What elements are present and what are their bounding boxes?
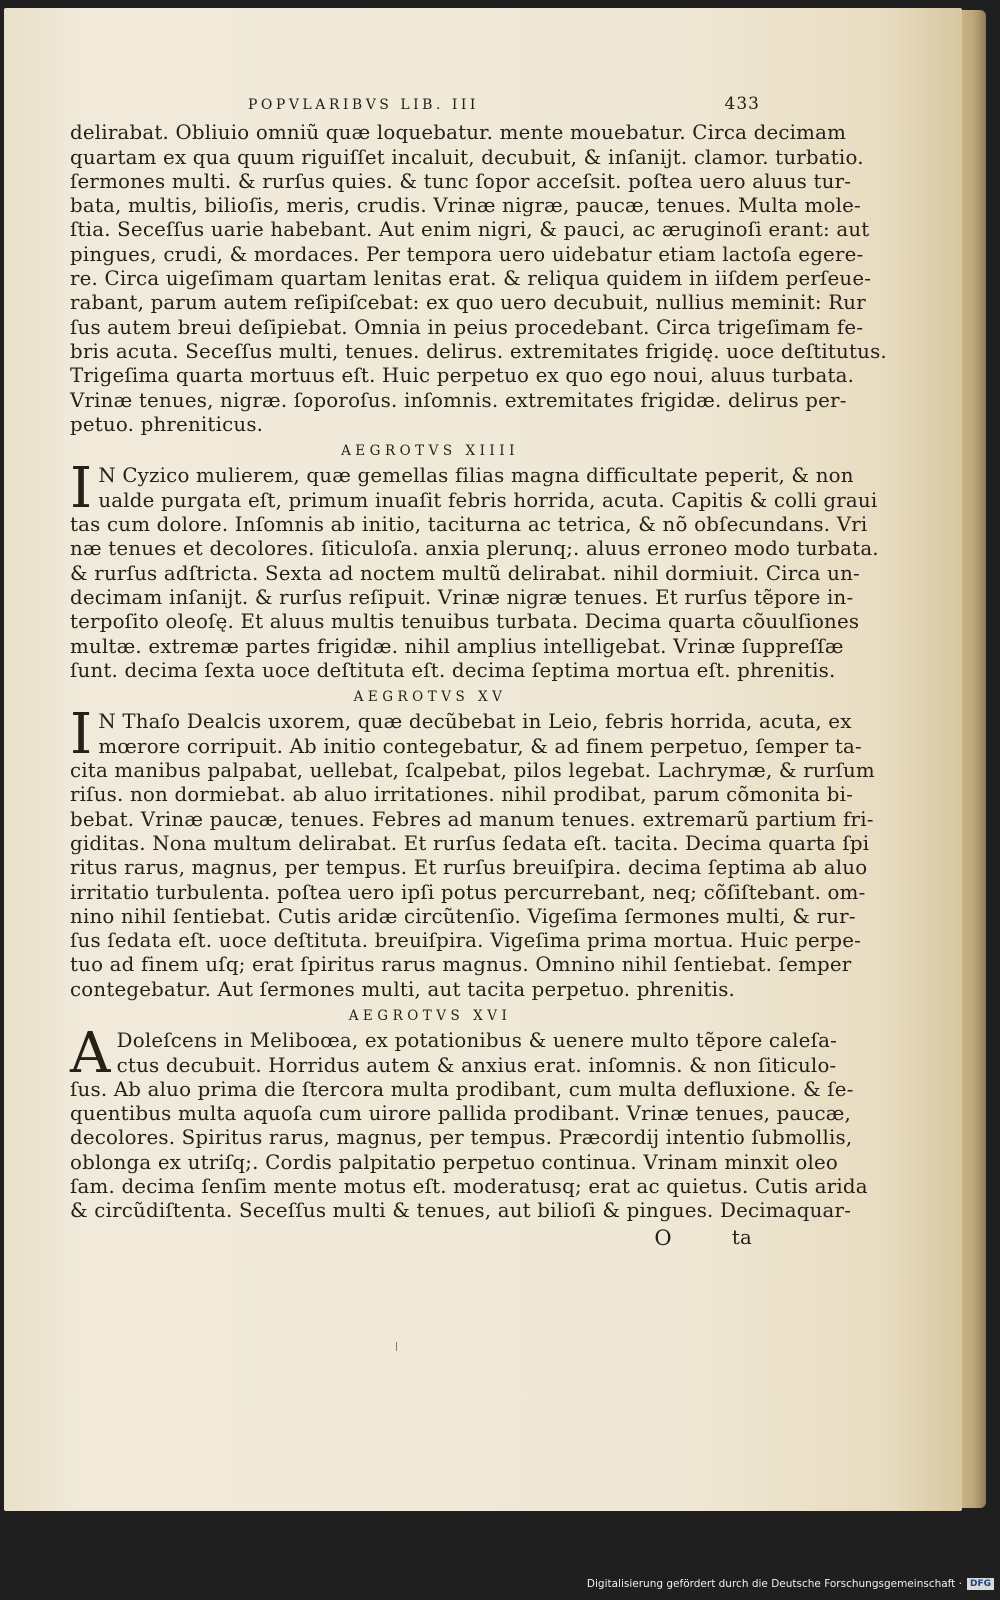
text-line: ctus decubuit. Horridus autem & anxius erat. inſomnis. & non ſiticulo- <box>116 1053 837 1077</box>
text-line: delirabat. Obliuio omniũ quæ loquebatur. mente mouebatur. Circa decimam <box>70 121 847 145</box>
text-line: N Cyzico mulierem, quæ gemellas filias magna difficultate peperit, & non <box>98 464 854 488</box>
text-line: contegebatur. Aut ſermones multi, aut tacita perpetuo. phrenitis. <box>70 977 736 1001</box>
text-line: bris acuta. Seceſſus multi, tenues. delirus. extremitates frigidę. uoce deſtitutus. <box>70 339 887 363</box>
text-line: giditas. Nona multum delirabat. Et rurſus ſedata eſt. tacita. Decima quarta ſpi <box>70 831 870 855</box>
text-line: tas cum dolore. Inſomnis ab initio, taciturna ac tetrica, & nõ obſecundans. Vri <box>70 513 868 537</box>
text-line: terpoſito oleoſę. Et aluus multis tenuibus turbata. Decima quarta cõuulſiones <box>70 610 860 634</box>
paragraph-aegrotus-14 <box>70 456 879 683</box>
text-line: ſus. Ab aluo prima die ſtercora multa prodibant, cum multa defluxione. & ſe- <box>70 1077 854 1101</box>
text-line: quentibus multa aquoſa cum uirore pallida prodibant. Vrinæ tenues, paucæ, <box>70 1102 852 1126</box>
section-heading-aegrotus-14: AEGROTVS XIIII <box>341 443 519 460</box>
catchword: ta <box>731 1225 752 1249</box>
drop-capital: I <box>70 456 93 522</box>
text-line: Trigeſima quarta mortuus eſt. Huic perpetuo ex quo ego noui, aluus turbata. <box>70 364 855 388</box>
running-title: POPVLARIBVS LIB. III <box>248 97 479 113</box>
text-line: & circũdiſtenta. Seceſſus multi & tenues, aut bilioſi & pingues. Decimaquar- <box>70 1199 852 1223</box>
paragraph-aegrotus-16 <box>70 1021 868 1223</box>
text-line: ſermones multi. & rurſus quies. & tunc ſopor acceſsit. poſtea uero aluus tur- <box>70 169 852 193</box>
section-heading-aegrotus-15: AEGROTVS XV <box>353 689 507 706</box>
text-line: Vrinæ tenues, nigræ. ſoporoſus. inſomnis. extremitates frigidæ. delirus per- <box>70 388 847 412</box>
text-line: bebat. Vrinæ paucæ, tenues. Febres ad manum tenues. extremarũ partium fri- <box>70 807 874 831</box>
text-line: oblonga ex utriſq;. Cordis palpitatio perpetuo continua. Vrinam minxit oleo <box>70 1150 839 1174</box>
text-line: cita manibus palpabat, uellebat, ſcalpebat, pilos legebat. Lachrymæ, & rurſum <box>70 759 875 783</box>
section-heading-aegrotus-16: AEGROTVS XVI <box>348 1007 512 1024</box>
text-line: ſus ſedata eſt. uoce deſtituta. breuiſpira. Vigeſima prima mortua. Huic perpe- <box>70 929 862 953</box>
text-line: mœrore corripuit. Ab initio contegebatur, & ad finem perpetuo, ſemper ta- <box>98 734 862 758</box>
digitization-footer <box>0 1568 1000 1600</box>
text-line: Doleſcens in Meliboœa, ex potationibus & uenere multo tẽpore caleſa- <box>116 1029 837 1053</box>
page-text <box>70 92 887 1250</box>
text-line: multæ. extremæ partes frigidæ. nihil amplius intelligebat. Vrinæ ſuppreſſæ <box>70 634 844 658</box>
paragraph-aegrotus-15 <box>70 702 875 1002</box>
text-line: ſus autem breui deſipiebat. Omnia in peius procedebant. Circa trigeſimam fe- <box>70 315 864 339</box>
page-foot-marks <box>70 1226 760 1250</box>
text-line: decolores. Spiritus rarus, magnus, per tempus. Præcordij intentio ſubmollis, <box>70 1126 853 1150</box>
text-line: N Thaſo Dealcis uxorem, quæ decũbebat in Leio, febris horrida, acuta, ex <box>98 710 852 734</box>
text-line: ſunt. decima ſexta uoce deſtituta eſt. decima ſeptima mortua eſt. phrenitis. <box>70 658 836 682</box>
text-line: ritus rarus, magnus, per tempus. Et rurſus breuiſpira. decima ſeptima ab aluo <box>70 856 868 880</box>
text-line: quartam ex qua quum riguiſſet incaluit, decubuit, & inſanijt. clamor. turbatio. <box>70 145 864 169</box>
text-line: bata, multis, bilioſis, meris, crudis. Vrinæ nigræ, paucæ, tenues. Multa mole- <box>70 194 861 218</box>
text-line: ſam. decima ſenſim mente motus eſt. moderatusq; erat ac quietus. Cutis arida <box>70 1175 868 1199</box>
text-line: re. Circa uigeſimam quartam lenitas erat. & reliqua quidem in iiſdem perſeue- <box>70 267 872 291</box>
text-line: petuo. phreniticus. <box>70 412 264 436</box>
text-line: & rurſus adſtricta. Sexta ad noctem multũ delirabat. nihil dormiuit. Circa un- <box>70 561 860 585</box>
signature-mark: O <box>654 1225 672 1250</box>
text-line: nino nihil ſentiebat. Cutis aridæ circũtenſio. Vigeſima ſermones multi, & rur- <box>70 904 856 928</box>
funding-credit: Digitalisierung gefördert durch die Deutsche Forschungsgemeinschaft · <box>586 1578 962 1590</box>
text-line: rabant, parum autem reſipiſcebat: ex quo uero decubuit, nullius meminit: Rur <box>70 291 866 315</box>
drop-capital: I <box>70 702 93 768</box>
text-line: irritatio turbulenta. poſtea uero ipſi potus percurrebant, neq; cõſiſtebant. om- <box>70 880 866 904</box>
folio-number: 433 <box>724 94 760 114</box>
text-line: tuo ad finem uſq; erat ſpiritus rarus magnus. Omnino nihil ſentiebat. ſemper <box>70 953 852 977</box>
text-line: riſus. non dormiebat. ab aluo irritationes. nihil prodibat, parum cõmonita bi- <box>70 783 853 807</box>
text-line: næ tenues et decolores. ſiticuloſa. anxia plerunq;. aluus erroneo modo turbata. <box>70 537 879 561</box>
dfg-logo: DFG <box>967 1578 994 1590</box>
drop-capital: A <box>70 1021 111 1087</box>
paper-mark <box>396 1342 397 1351</box>
running-header <box>70 92 760 117</box>
text-line: ualde purgata eſt, primum inuaſit febris horrida, acuta. Capitis & colli graui <box>98 488 878 512</box>
paragraph-continued <box>70 121 887 437</box>
text-line: ſtia. Seceſſus uarie habebant. Aut enim nigri, & pauci, ac æruginoſi erant: aut <box>70 218 870 242</box>
text-line: pingues, crudi, & mordaces. Per tempora uero uidebatur etiam lactoſa egere- <box>70 242 864 266</box>
text-line: decimam inſanijt. & rurſus reſipuit. Vrinæ nigræ tenues. Et rurſus tẽpore in- <box>70 585 854 609</box>
